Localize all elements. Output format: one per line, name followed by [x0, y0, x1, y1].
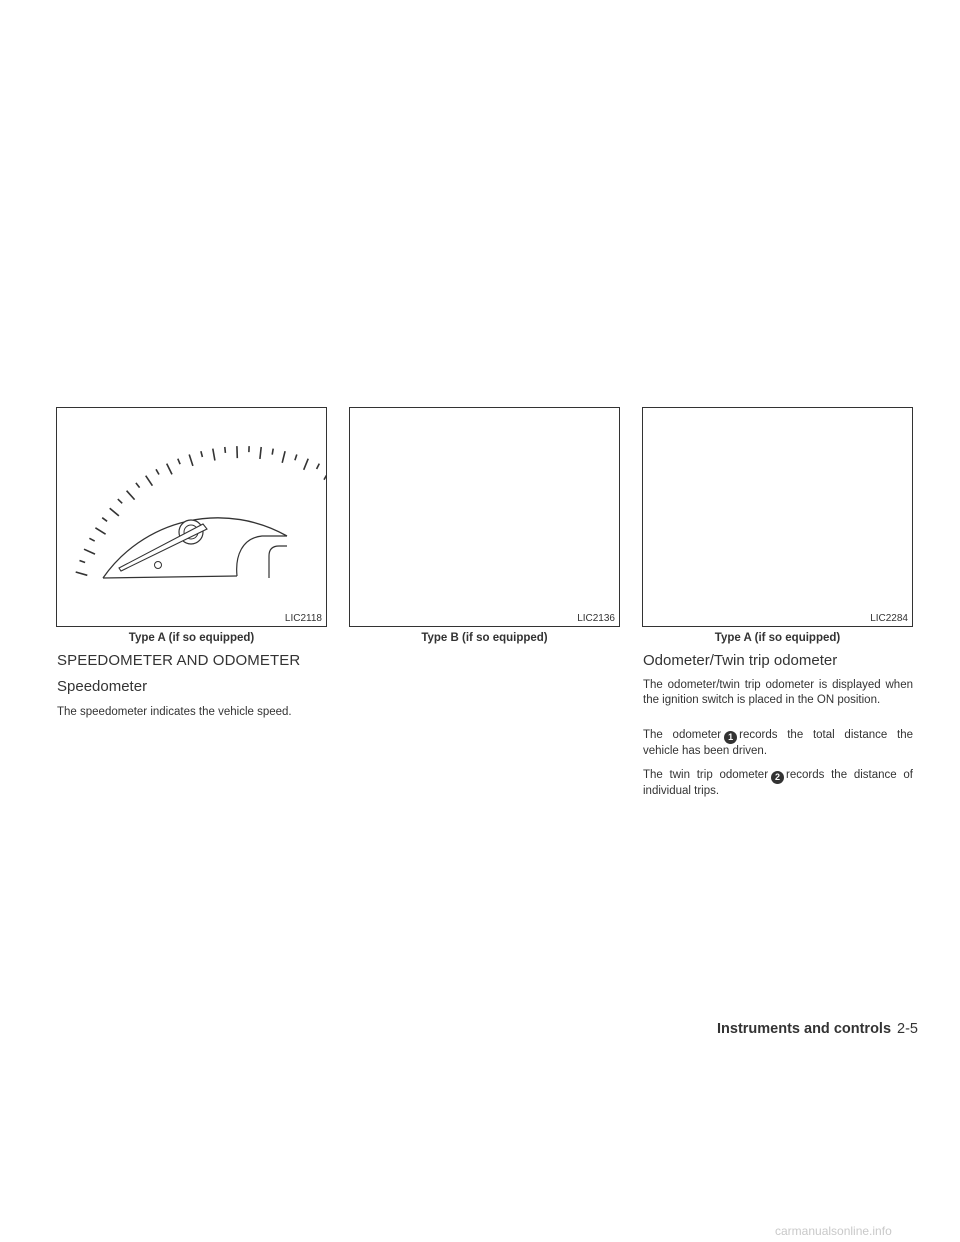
dial-tick [80, 561, 86, 563]
dial-tick [146, 476, 153, 486]
dial-tick [127, 491, 135, 500]
paragraph-text: The twin trip odometer [643, 769, 769, 781]
dial-tick [213, 449, 215, 461]
page-footer [717, 1021, 918, 1037]
dial-tick [317, 464, 320, 469]
section-heading: SPEEDOMETER AND ODOMETER [57, 652, 301, 669]
dial-tick [189, 455, 193, 466]
dial-tick [84, 549, 95, 554]
speedometer-description: The speedometer indicates the vehicle speed. [57, 706, 292, 718]
dial-tick [167, 464, 172, 475]
dial-tick [225, 447, 226, 453]
figure-caption: Type A (if so equipped) [128, 632, 255, 644]
dial-tick [118, 499, 122, 503]
figure-speedometer-type-a [56, 407, 327, 627]
page-number: 2-5 [897, 1021, 918, 1037]
dial-tick [110, 508, 119, 516]
dial-tick [282, 451, 285, 463]
odometer-paragraph-2 [643, 728, 913, 759]
dial-tick [95, 528, 105, 534]
figure-caption: Type A (if so equipped) [714, 632, 841, 644]
dial-tick [295, 455, 297, 461]
dial-tick [178, 459, 180, 465]
dial-tick [324, 469, 326, 479]
figure-odometer-type-a [642, 407, 913, 627]
dial-tick [102, 518, 107, 522]
callout-2-icon: 2 [771, 771, 784, 784]
callout-1-icon: 1 [724, 731, 737, 744]
dial-tick [304, 459, 309, 470]
odometer-paragraph-3 [643, 768, 913, 799]
figure-code: LIC2136 [577, 613, 615, 624]
paragraph-text: records the total distance the vehicle has been driven. [643, 729, 913, 757]
figure-code: LIC2118 [284, 613, 322, 624]
paragraph-text: records the distance of individual trips. [643, 769, 913, 797]
speedometer-illustration [57, 408, 326, 626]
watermark: carmanualsonline.info [775, 1224, 892, 1238]
dial-tick [89, 538, 94, 541]
figure-code: LIC2284 [870, 613, 908, 624]
dial-tick [76, 572, 88, 575]
dial-tick [136, 483, 140, 488]
paragraph-text: The odometer [643, 729, 722, 741]
footer-section-title: Instruments and controls [717, 1021, 892, 1037]
dial-tick [272, 449, 273, 455]
figure-type-b [349, 407, 620, 627]
odometer-subheading: Odometer/Twin trip odometer [643, 652, 838, 669]
odometer-paragraph-1: The odometer/twin trip odometer is displayed when the ignition switch is placed in the ON position. [643, 679, 913, 706]
dial-tick [201, 451, 203, 457]
dial-tick [260, 447, 261, 459]
speedometer-subheading: Speedometer [57, 678, 148, 695]
dial-tick [156, 469, 159, 474]
figure-caption: Type B (if so equipped) [421, 632, 548, 644]
